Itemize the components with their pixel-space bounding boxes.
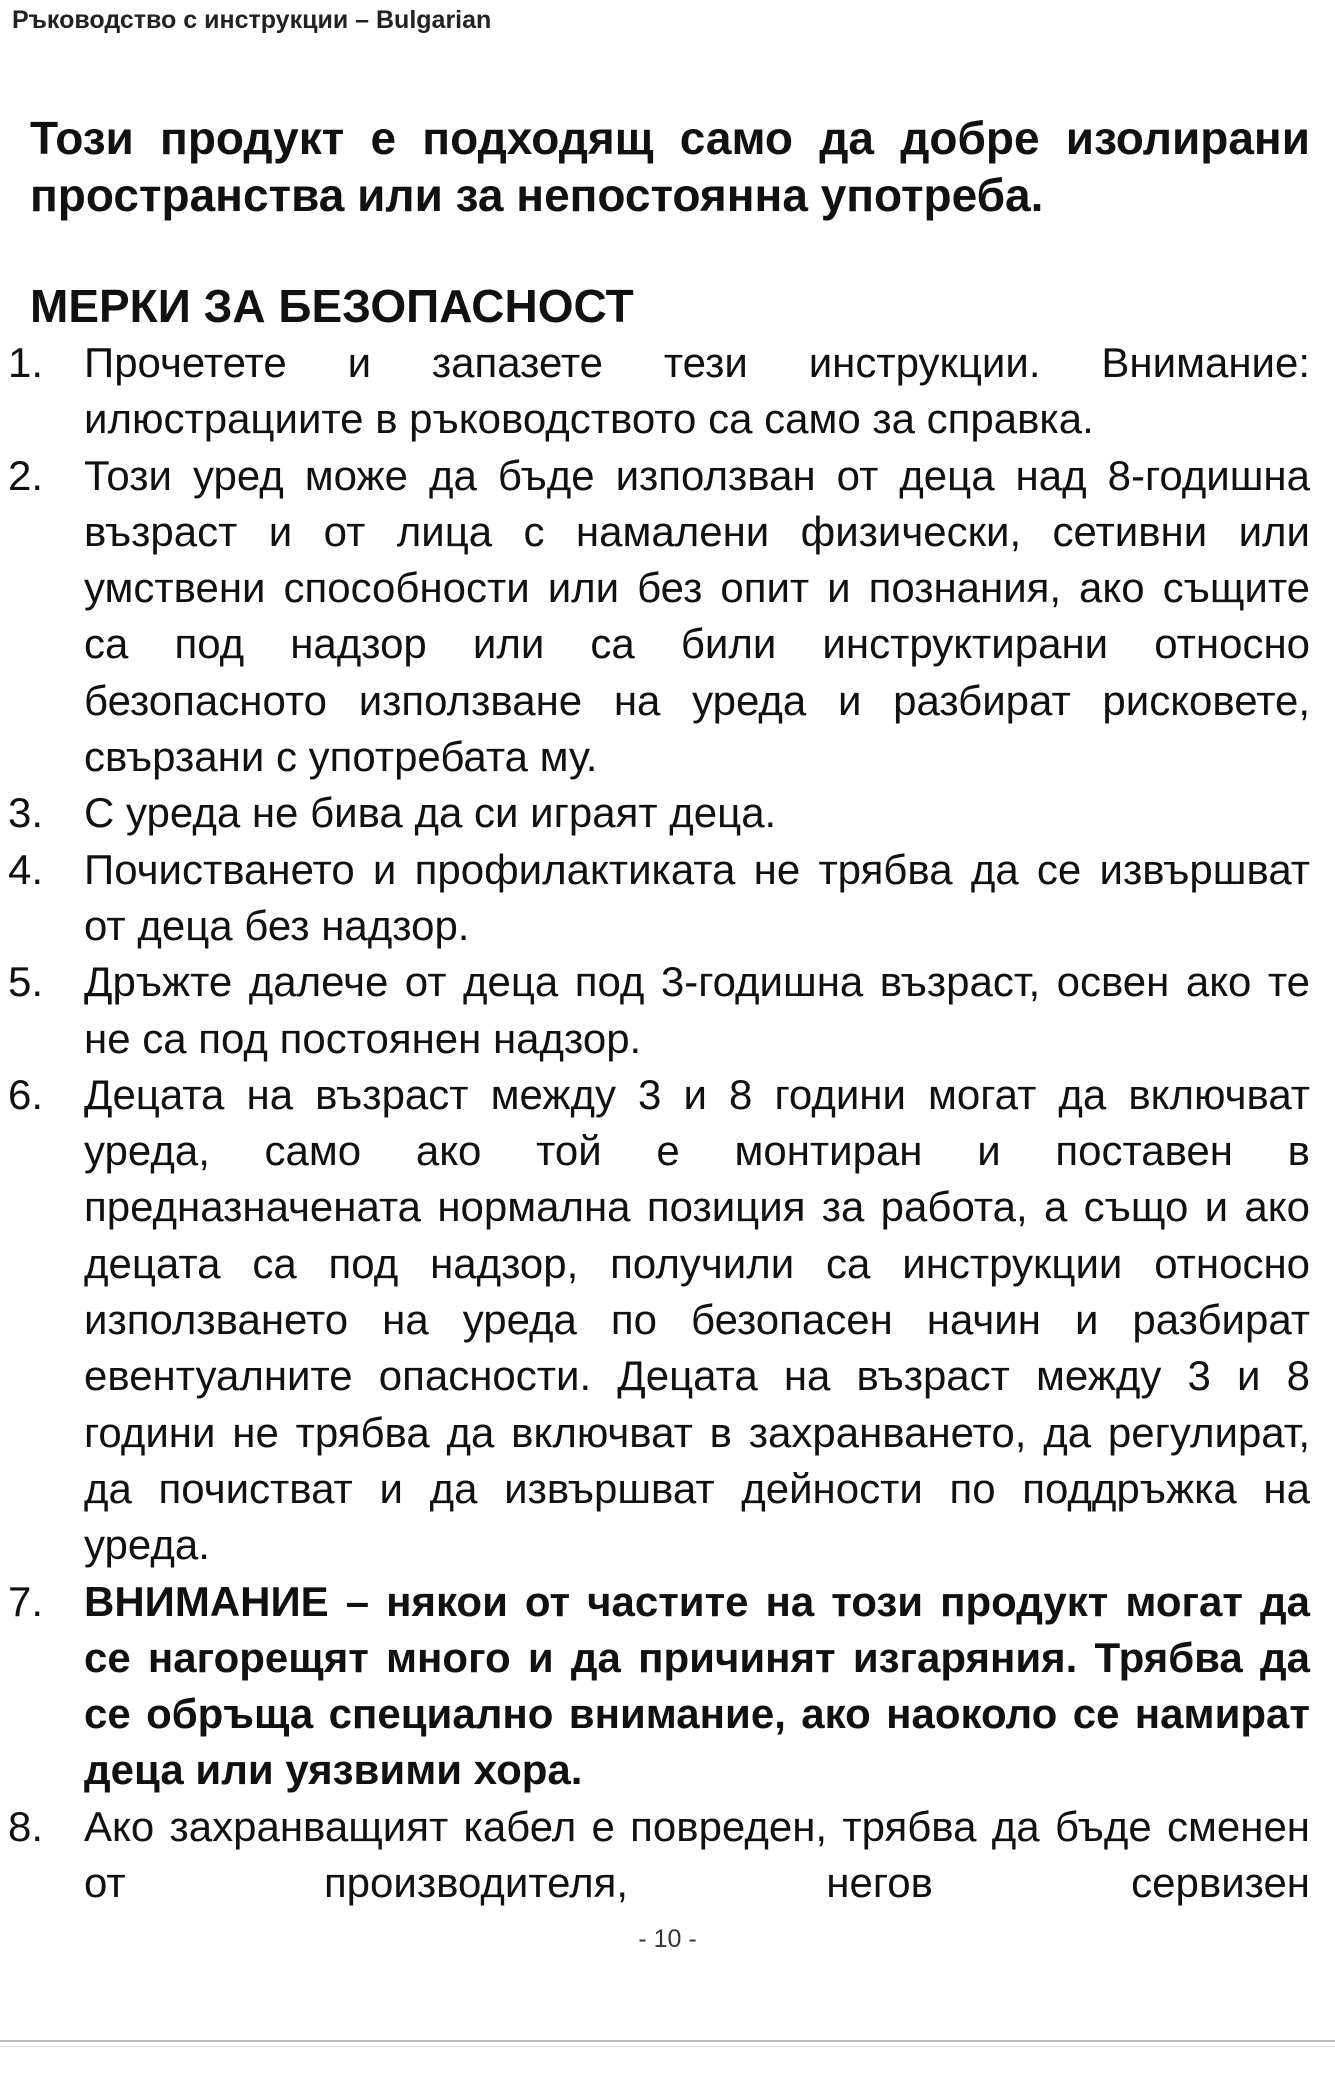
list-item — [0, 335, 1310, 448]
suitability-notice: Този продукт е подходящ само да добре изолирани пространства или за непостоянна употреба. — [30, 112, 1310, 221]
list-item-text: Децата на възраст между 3 и 8 години могат да включват уреда, само ако той е монтиран и поставен в предназначената нормална позиция за работа, а също и ако децата са под надзор, получили са инструкции относно използването на уреда по безопасен начин и разбират евентуалните опасности. Децата на възраст между 3 и 8 години не трябва да включват в захранването, да регулират, да почистват и да извършват дейности по поддръжка на уреда. — [84, 1070, 1310, 1569]
list-item — [0, 448, 1310, 786]
list-item — [0, 842, 1310, 955]
page-number: - 10 - — [638, 1925, 697, 1953]
list-item-text: С уреда не бива да си играят деца. — [84, 789, 777, 837]
list-item-text: Почистването и профилактиката не трябва да се извършват от деца без надзор. — [84, 845, 1310, 949]
list-item — [0, 1067, 1310, 1574]
list-item-text: Дръжте далече от деца под 3-годишна възраст, освен ако те не са под постоянен надзор. — [84, 958, 1310, 1062]
list-item-number: 6. — [8, 1070, 44, 1118]
list-item-text: Ако захранващият кабел е повреден, трябва да бъде сменен от производителя, негов сервизен — [84, 1802, 1310, 1907]
list-item-text: ВНИМАНИЕ – някои от частите на този продукт могат да се нагорещят много и да причинят изгаряния. Трябва да се обръща специално внимание, ако наоколо се намират деца или уязвими хора. — [84, 1577, 1310, 1794]
section-title: МЕРКИ ЗА БЕЗОПАСНОСТ — [30, 280, 634, 332]
list-item-number: 3. — [8, 789, 44, 837]
list-item-number: 5. — [8, 958, 44, 1006]
list-item-number: 8. — [8, 1802, 44, 1850]
list-item — [0, 954, 1310, 1067]
list-item-text: Този уред може да бъде използван от деца над 8-годишна възраст и от лица с намалени физически, сетивни или умствени способности или без опит и познания, ако същите са под надзор или са били инструктирани относно безопасното използване на уреда и разбират рисковете, свързани с употребата му. — [84, 451, 1310, 781]
bottom-divider — [0, 2040, 1335, 2042]
safety-list — [0, 335, 1310, 1911]
list-item-text: Прочетете и запазете тези инструкции. Внимание: илюстрациите в ръководството са само за справка. — [84, 339, 1310, 443]
list-item-number: 1. — [8, 339, 44, 386]
document-header: Ръководство с инструкции – Bulgarian — [12, 6, 492, 34]
list-item-warning — [0, 1574, 1310, 1799]
bottom-divider-shadow — [0, 2046, 1335, 2047]
list-item-number: 2. — [8, 451, 44, 499]
list-item — [0, 1799, 1310, 1912]
list-item-number: 4. — [8, 845, 44, 893]
list-item-number: 7. — [8, 1577, 44, 1625]
list-item — [0, 785, 1310, 841]
